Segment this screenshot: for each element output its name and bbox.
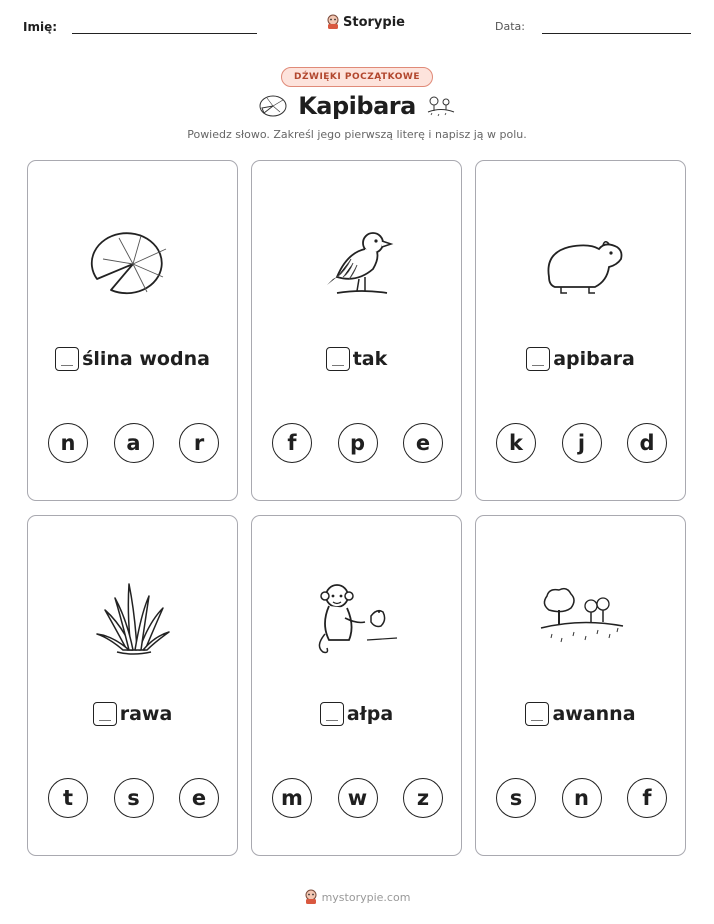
letter-option[interactable]: f — [272, 423, 312, 463]
lily-pad-icon — [83, 219, 183, 309]
letter-option[interactable]: r — [179, 423, 219, 463]
first-letter-box[interactable] — [326, 347, 350, 371]
letter-options — [48, 778, 219, 818]
word-rest: awanna — [552, 703, 636, 725]
letter-option[interactable]: z — [403, 778, 443, 818]
word-rest: apibara — [553, 348, 635, 370]
name-label: Imię: — [23, 20, 58, 34]
word-card — [251, 515, 462, 856]
brand — [326, 14, 405, 30]
letter-option[interactable]: f — [627, 778, 667, 818]
letter-option[interactable]: a — [114, 423, 154, 463]
letter-option[interactable]: p — [338, 423, 378, 463]
letter-option[interactable]: e — [403, 423, 443, 463]
word-card — [475, 515, 686, 856]
letter-option[interactable]: n — [562, 778, 602, 818]
word-card — [251, 160, 462, 501]
savanna-icon — [531, 574, 631, 664]
first-letter-box[interactable] — [55, 347, 79, 371]
instruction-text: Powiedz słowo. Zakreśl jego pierwszą literę i napisz ją w polu. — [187, 128, 527, 141]
bird-icon — [307, 219, 407, 309]
word-row — [252, 347, 461, 371]
footer-logo-icon — [304, 889, 318, 905]
first-letter-box[interactable] — [93, 702, 117, 726]
word-row — [28, 702, 237, 726]
first-letter-box[interactable] — [320, 702, 344, 726]
word-card — [475, 160, 686, 501]
word-row — [476, 347, 685, 371]
letter-option[interactable]: m — [272, 778, 312, 818]
letter-option[interactable]: e — [179, 778, 219, 818]
letter-options — [496, 778, 667, 818]
letter-option[interactable]: s — [114, 778, 154, 818]
monkey-icon — [307, 574, 407, 664]
letter-option[interactable]: w — [338, 778, 378, 818]
letter-option[interactable]: t — [48, 778, 88, 818]
letter-options — [272, 778, 443, 818]
letter-option[interactable]: n — [48, 423, 88, 463]
word-card — [27, 160, 238, 501]
first-letter-box[interactable] — [525, 702, 549, 726]
word-row — [476, 702, 685, 726]
word-rest: rawa — [119, 703, 173, 725]
footer — [0, 889, 714, 905]
word-card — [27, 515, 238, 856]
word-rest: ślina wodna — [82, 348, 210, 370]
category-badge: DŹWIĘKI POCZĄTKOWE — [281, 67, 433, 87]
lily-pad-small-icon — [258, 94, 288, 118]
brand-name: Storypie — [343, 14, 405, 30]
letter-options — [48, 423, 219, 463]
letter-option[interactable]: d — [627, 423, 667, 463]
footer-url[interactable]: mystorypie.com — [321, 890, 411, 904]
savanna-small-icon — [426, 94, 456, 118]
letter-option[interactable]: j — [562, 423, 602, 463]
word-rest: tak — [352, 348, 388, 370]
word-row — [28, 347, 237, 371]
letter-option[interactable]: k — [496, 423, 536, 463]
word-row — [252, 702, 461, 726]
word-rest: ałpa — [346, 703, 394, 725]
capybara-icon — [531, 219, 631, 309]
letter-options — [272, 423, 443, 463]
brand-logo-icon — [326, 14, 340, 30]
date-label: Data: — [495, 20, 525, 33]
grass-icon — [83, 574, 183, 664]
letter-options — [496, 423, 667, 463]
first-letter-box[interactable] — [526, 347, 550, 371]
date-line[interactable] — [542, 33, 691, 34]
name-line[interactable] — [72, 33, 257, 34]
page-title: Kapibara — [298, 92, 416, 120]
letter-option[interactable]: s — [496, 778, 536, 818]
